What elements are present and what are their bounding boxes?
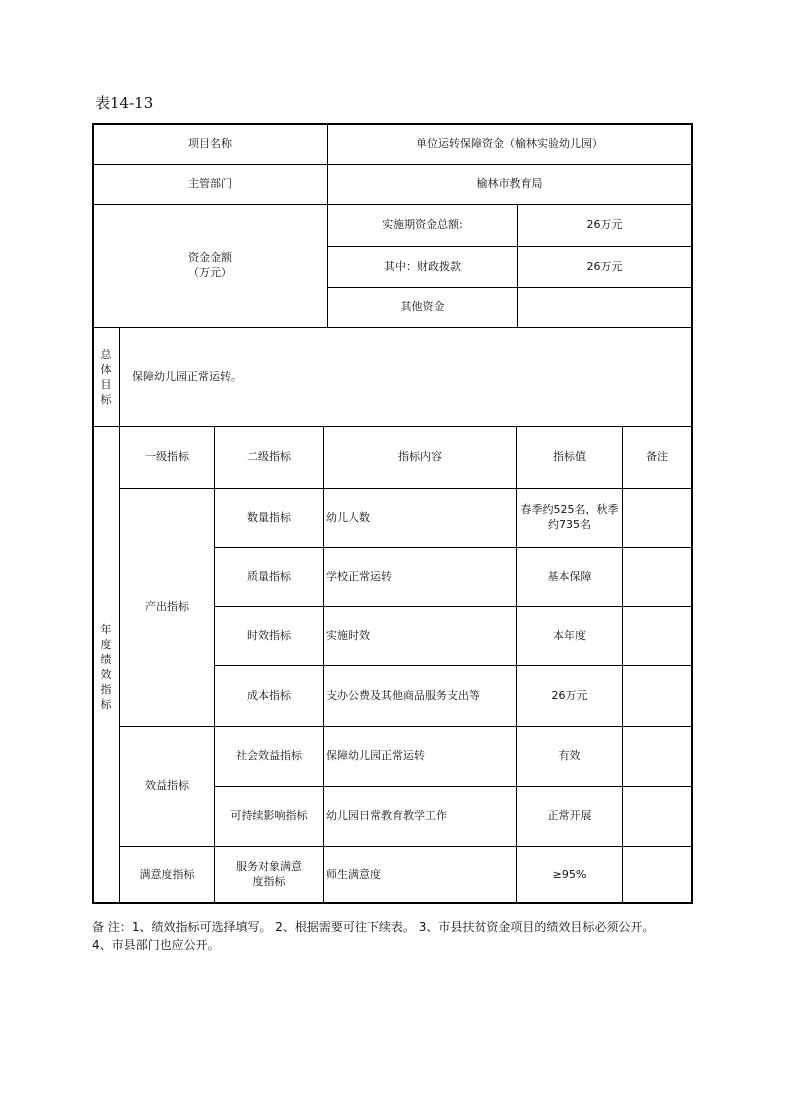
header-level2: 二级指标 <box>247 450 291 464</box>
row-remark <box>623 847 691 903</box>
row-level2: 社会效益指标 <box>236 749 302 763</box>
footnote <box>92 918 702 954</box>
header-value: 指标值 <box>553 450 586 464</box>
row-level2: 成本指标 <box>247 688 291 702</box>
funds-label <box>93 205 327 327</box>
row-content: 师生满意度 <box>326 867 381 881</box>
row-value: 26万元 <box>551 688 588 702</box>
row-remark <box>623 548 691 606</box>
other-funds-value <box>518 288 691 327</box>
header-content: 指标内容 <box>398 450 442 464</box>
row-level2: 质量指标 <box>247 569 291 583</box>
header-remark: 备注 <box>646 450 668 464</box>
project-name-value: 单位运转保障资金（榆林实验幼儿园） <box>416 136 603 150</box>
row-remark <box>623 727 691 786</box>
row-value: 春季约525名，秋季约735名 <box>520 503 619 531</box>
funds-label-line1: 资金金额 <box>188 251 232 265</box>
row-remark <box>623 787 691 846</box>
overall-goal-text: 保障幼儿园正常运转。 <box>132 369 242 383</box>
row-remark <box>623 666 691 726</box>
row-content: 实施时效 <box>326 628 370 642</box>
fiscal-funds-value: 26万元 <box>586 259 623 273</box>
row-content: 幼儿人数 <box>326 510 370 524</box>
project-name-label: 项目名称 <box>188 136 232 150</box>
row-value: 有效 <box>558 749 581 763</box>
row-level2: 服务对象满意度指标 <box>236 860 302 888</box>
row-value: 本年度 <box>553 628 586 642</box>
table-number: 表14-13 <box>95 94 154 112</box>
benefit-group-label: 效益指标 <box>145 779 189 793</box>
fiscal-funds-label: 其中：财政拨款 <box>384 259 461 273</box>
output-group-label: 产出指标 <box>145 600 189 614</box>
other-funds-label: 其他资金 <box>400 300 445 314</box>
dept-value: 榆林市教育局 <box>476 177 543 191</box>
row-content: 学校正常运转 <box>326 569 392 583</box>
row-level2: 数量指标 <box>247 510 291 524</box>
funds-label-line2: （万元） <box>188 266 232 279</box>
row-remark <box>623 489 691 547</box>
footnote-line2: 4、市县部门也应公开。 <box>92 938 220 952</box>
row-value: ≥95% <box>552 867 587 881</box>
row-remark <box>623 607 691 665</box>
dept-label: 主管部门 <box>188 177 232 191</box>
row-content: 支办公费及其他商品服务支出等 <box>326 688 480 702</box>
row-value: 正常开展 <box>547 809 592 823</box>
satisfaction-group-label: 满意度指标 <box>139 867 195 881</box>
overall-goal-label: 总体目标 <box>100 348 112 406</box>
row-value: 基本保障 <box>547 569 592 583</box>
footnote-line1: 备 注：1、绩效指标可选择填写。 2、根据需要可往下续表。 3、市县扶贫资金项目的绩效目标必须公开。 <box>92 920 655 934</box>
row-level2: 时效指标 <box>247 628 291 642</box>
header-level1: 一级指标 <box>145 450 189 464</box>
total-funds-label: 实施期资金总额: <box>382 218 463 232</box>
annual-indicators-label: 年度绩效指标 <box>100 623 112 711</box>
row-content: 保障幼儿园正常运转 <box>326 749 425 763</box>
total-funds-value: 26万元 <box>586 218 623 232</box>
row-level2: 可持续影响指标 <box>230 809 308 823</box>
row-content: 幼儿园日常教育教学工作 <box>326 809 447 823</box>
